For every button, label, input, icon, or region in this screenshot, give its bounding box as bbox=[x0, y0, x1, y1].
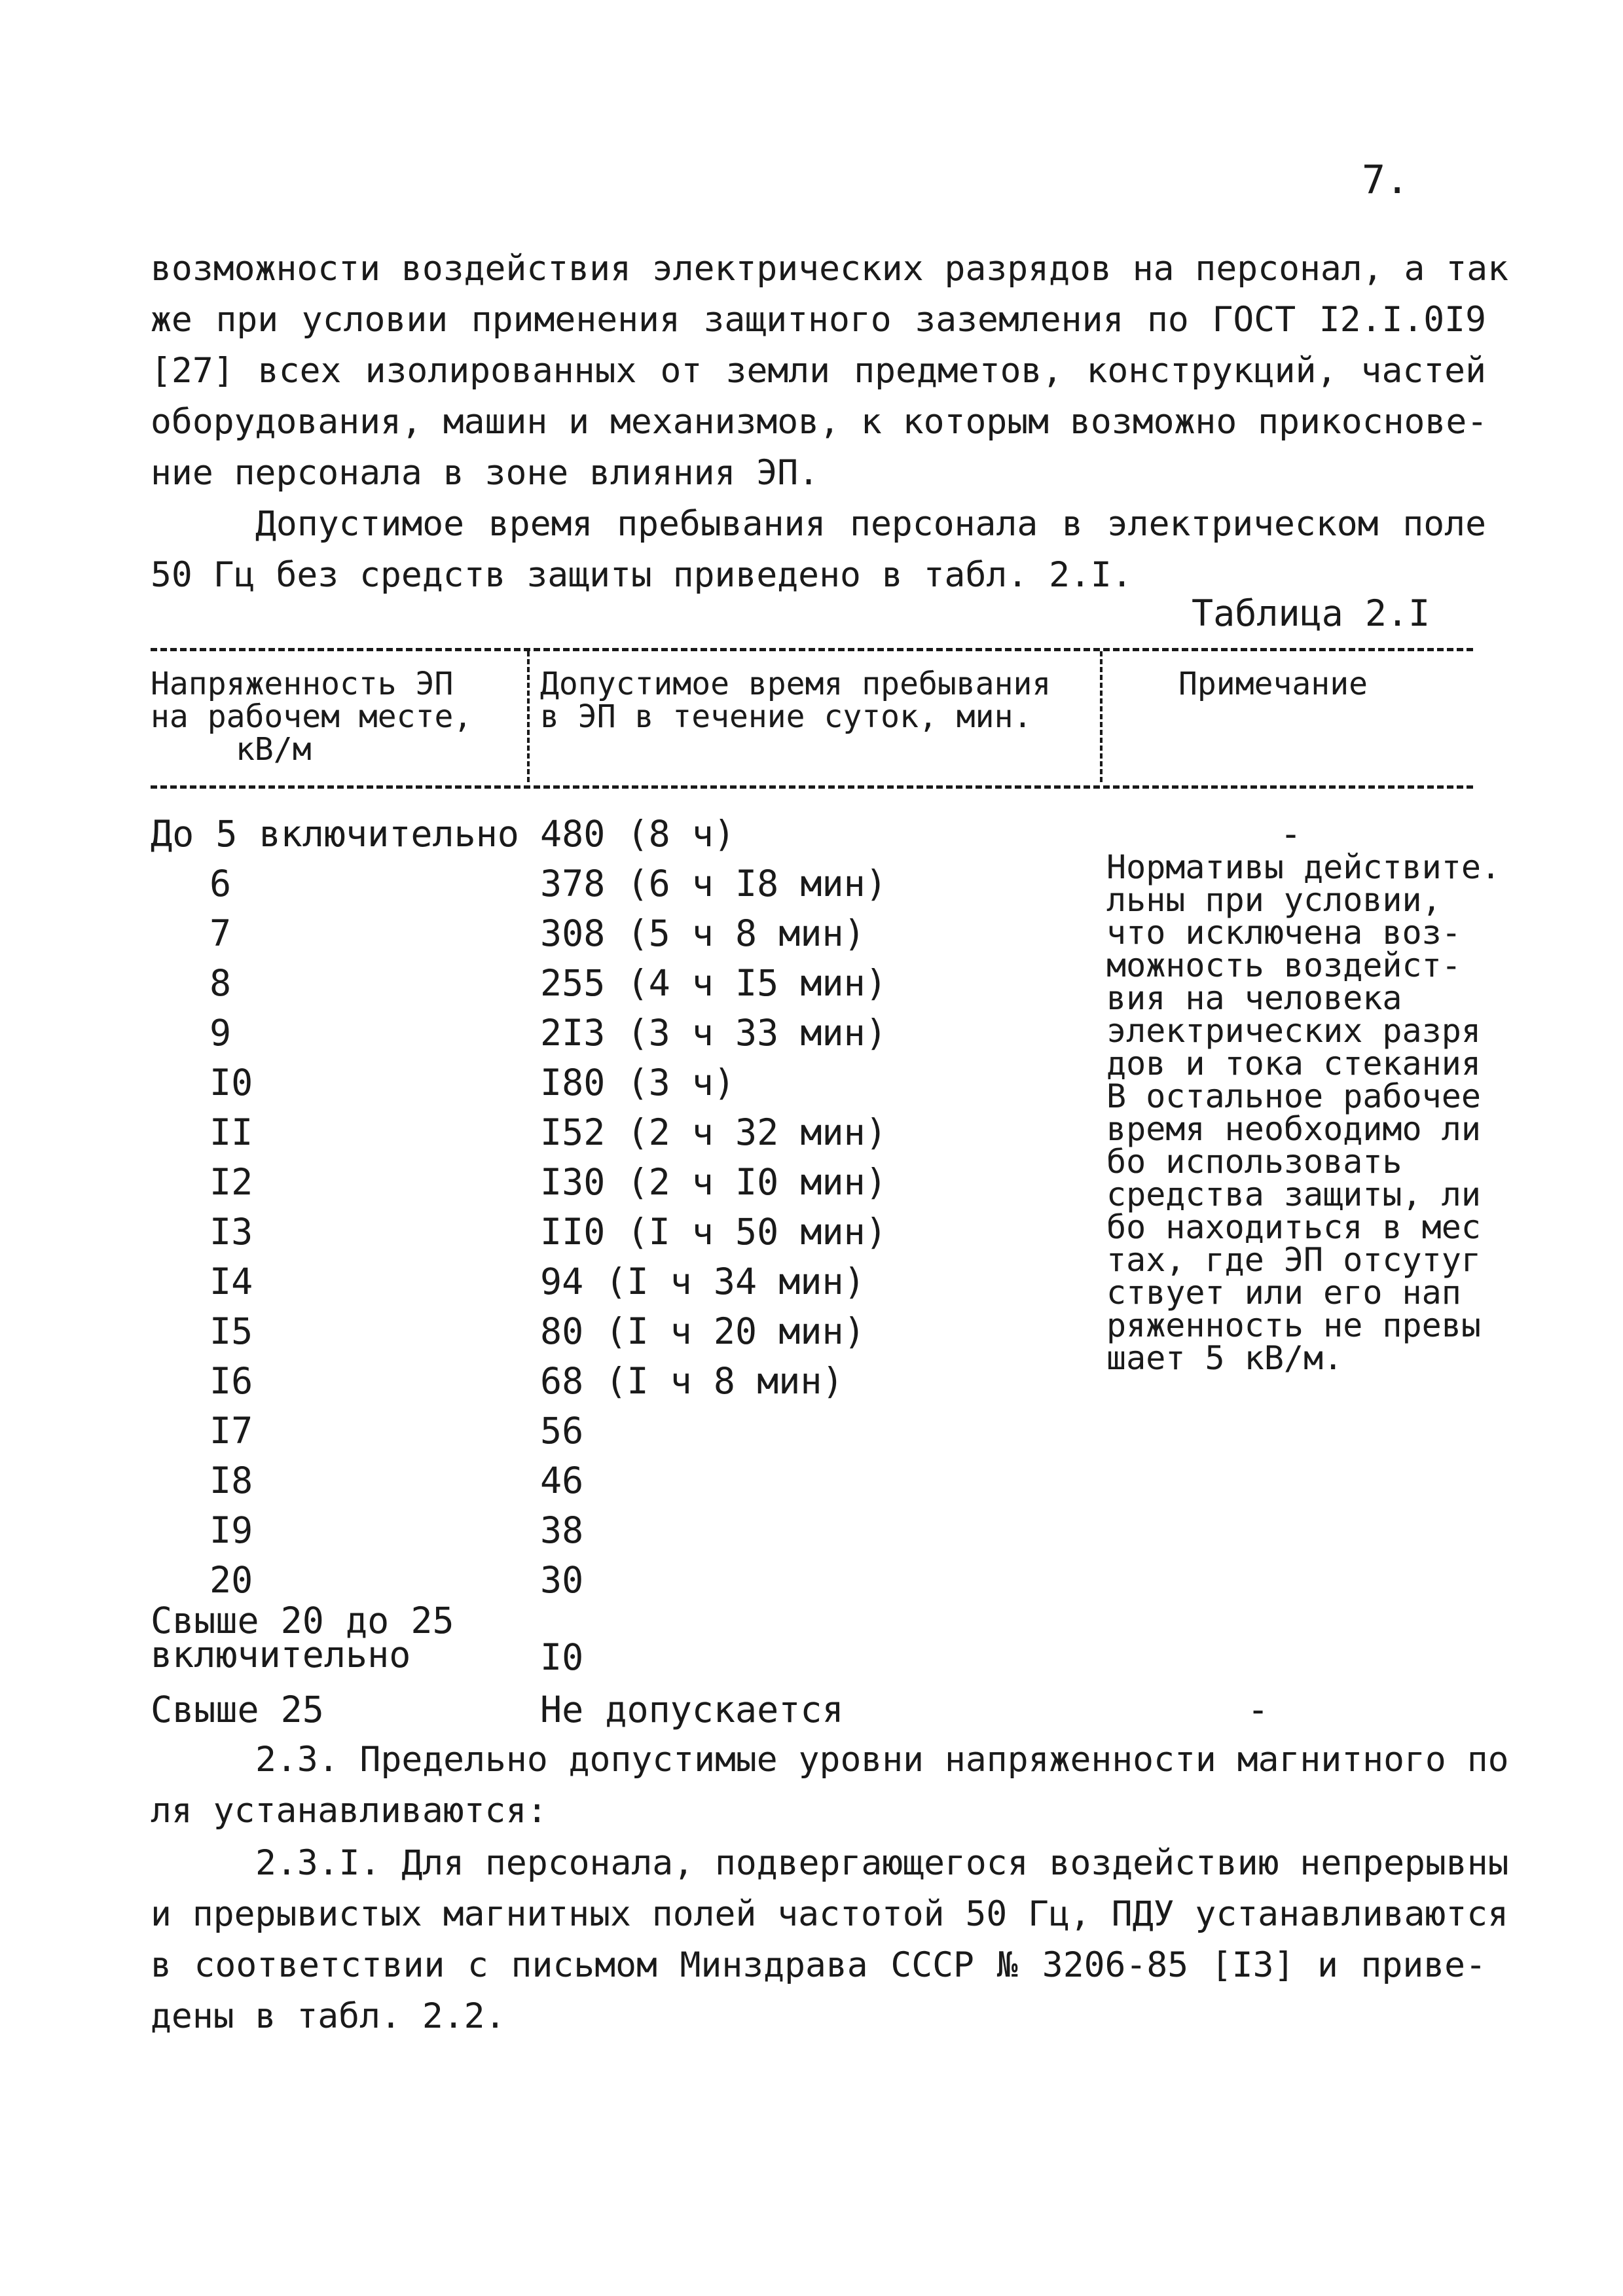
paragraph-4-line: 2.3.I. Для персонала, подвергающегося воздействию непрерывны bbox=[255, 1843, 1509, 1883]
table-row-time: 255 (4 ч I5 мин) bbox=[540, 962, 887, 1004]
note-dash-first: - bbox=[1280, 813, 1302, 855]
table-row-time: II0 (I ч 50 мин) bbox=[540, 1211, 887, 1253]
table-row-time: 80 (I ч 20 мин) bbox=[540, 1310, 866, 1352]
table-header-rule bbox=[151, 785, 1473, 789]
table-row-tension-line: включительно bbox=[151, 1634, 411, 1676]
header-note bbox=[1178, 668, 1368, 700]
table-row-tension: I9 bbox=[210, 1509, 253, 1551]
header-tension bbox=[151, 668, 472, 766]
table-row-tension: I3 bbox=[210, 1211, 253, 1253]
paragraph-1-line: оборудования, машин и механизмов, к которым возможно прикоснове- bbox=[151, 402, 1488, 442]
note-line: время необходимо ли bbox=[1106, 1110, 1481, 1148]
paragraph-2 bbox=[151, 499, 1486, 601]
table-row-tension: 8 bbox=[210, 962, 232, 1004]
table-row-tension: До 5 включительно bbox=[151, 813, 519, 855]
table-col-divider-2 bbox=[1100, 651, 1103, 782]
header-tension-line: кВ/м bbox=[236, 731, 312, 768]
table-row-tension: I2 bbox=[210, 1161, 253, 1203]
note-line: электрических разря bbox=[1106, 1012, 1481, 1050]
note-line: можность воздейст- bbox=[1106, 946, 1461, 984]
table-row-tension: II bbox=[210, 1111, 253, 1153]
header-time bbox=[540, 668, 1051, 733]
table-row-time: 68 (I ч 8 мин) bbox=[540, 1360, 844, 1402]
note-line: тах, где ЭП отсутуг bbox=[1106, 1241, 1481, 1279]
note-line: средства защиты, ли bbox=[1106, 1175, 1481, 1213]
header-note-line: Примечание bbox=[1178, 666, 1368, 702]
note-dash-last: - bbox=[1247, 1689, 1269, 1731]
table-row-tension: I6 bbox=[210, 1360, 253, 1402]
table-row-tension: 7 bbox=[210, 912, 232, 954]
paragraph-2-line: 50 Гц без средств защиты приведено в табл. 2.I. bbox=[151, 555, 1133, 595]
table-row-time: I30 (2 ч I0 мин) bbox=[540, 1161, 887, 1203]
note-line: бо находиться в мес bbox=[1106, 1208, 1481, 1246]
page-number: 7. bbox=[1362, 157, 1410, 203]
note-line: ряженность не превы bbox=[1106, 1306, 1481, 1344]
paragraph-1-line: [27] всех изолированных от земли предметов, конструкций, частей bbox=[151, 351, 1486, 391]
table-row-time: 308 (5 ч 8 мин) bbox=[540, 912, 866, 954]
table-row-time: I80 (3 ч) bbox=[540, 1062, 736, 1103]
note-line: В остальное рабочее bbox=[1106, 1077, 1481, 1115]
header-time-line: в ЭП в течение суток, мин. bbox=[540, 698, 1032, 735]
paragraph-1-line: возможности воздействия электрических разрядов на персонал, а так bbox=[151, 249, 1509, 289]
table-row-tension: 9 bbox=[210, 1012, 232, 1054]
table-row-time: 2I3 (3 ч 33 мин) bbox=[540, 1012, 887, 1054]
paragraph-1-line: ние персонала в зоне влияния ЭП. bbox=[151, 453, 820, 493]
table-row-time: 480 (8 ч) bbox=[540, 813, 736, 855]
paragraph-3 bbox=[151, 1734, 1509, 1837]
paragraph-2-line: Допустимое время пребывания персонала в электрическом поле bbox=[255, 504, 1486, 544]
paragraph-1-line: же при условии применения защитного заземления по ГОСТ I2.I.0I9 bbox=[151, 300, 1486, 340]
note-line: вия на человека bbox=[1106, 979, 1402, 1017]
table-col-divider-1 bbox=[527, 651, 530, 782]
header-tension-line: на рабочем месте, bbox=[151, 698, 473, 735]
table-row-tension: I5 bbox=[210, 1310, 253, 1352]
note-line: льны при условии, bbox=[1106, 881, 1442, 919]
paragraph-3-line: 2.3. Предельно допустимые уровни напряженности магнитного по bbox=[255, 1740, 1509, 1780]
table-row-tension: 20 bbox=[210, 1559, 253, 1601]
table-row-time: 30 bbox=[540, 1559, 584, 1601]
table-row-tension-line: Свыше 20 до 25 bbox=[151, 1600, 454, 1641]
note-line: Нормативы действите. bbox=[1106, 848, 1501, 886]
note-line: бо использовать bbox=[1106, 1143, 1402, 1181]
table-row-time-over25: Не допускается bbox=[540, 1689, 844, 1731]
table-row-time: 38 bbox=[540, 1509, 584, 1551]
table-row-time-over20: I0 bbox=[540, 1636, 584, 1678]
header-tension-line: Напряженность ЭП bbox=[151, 666, 454, 702]
note-line: шает 5 кВ/м. bbox=[1106, 1339, 1343, 1377]
table-row-time: 46 bbox=[540, 1460, 584, 1501]
paragraph-4-line: дены в табл. 2.2. bbox=[151, 1996, 506, 2036]
note-line: ствует или его нап bbox=[1106, 1274, 1461, 1312]
table-top-rule bbox=[151, 648, 1473, 651]
table-caption: Таблица 2.I bbox=[1192, 592, 1431, 634]
table-row-time: 94 (I ч 34 мин) bbox=[540, 1261, 866, 1302]
table-row-tension-over20 bbox=[151, 1600, 454, 1676]
paragraph-3-line: ля устанавливаются: bbox=[151, 1791, 548, 1831]
table-row-tension: I8 bbox=[210, 1460, 253, 1501]
note-line: что исключена воз- bbox=[1106, 914, 1461, 952]
table-row-time: I52 (2 ч 32 мин) bbox=[540, 1111, 887, 1153]
table-row-tension: I0 bbox=[210, 1062, 253, 1103]
table-row-time: 378 (6 ч I8 мин) bbox=[540, 863, 887, 905]
paragraph-4-line: и прерывистых магнитных полей частотой 50 Гц, ПДУ устанавливаются bbox=[151, 1894, 1509, 1934]
note-line: дов и тока стекания bbox=[1106, 1045, 1481, 1083]
header-time-line: Допустимое время пребывания bbox=[540, 666, 1051, 702]
table-row-tension: 6 bbox=[210, 863, 232, 905]
table-row-tension-over25: Свыше 25 bbox=[151, 1689, 324, 1731]
paragraph-4 bbox=[151, 1838, 1509, 2042]
table-row-tension: I7 bbox=[210, 1410, 253, 1452]
paragraph-4-line: в соответствии с письмом Минздрава СССР № 3206-85 [I3] и приве- bbox=[151, 1945, 1486, 1985]
table-row-time: 56 bbox=[540, 1410, 584, 1452]
table-note bbox=[1106, 848, 1512, 1377]
table-row-tension: I4 bbox=[210, 1261, 253, 1302]
paragraph-1 bbox=[151, 243, 1509, 499]
